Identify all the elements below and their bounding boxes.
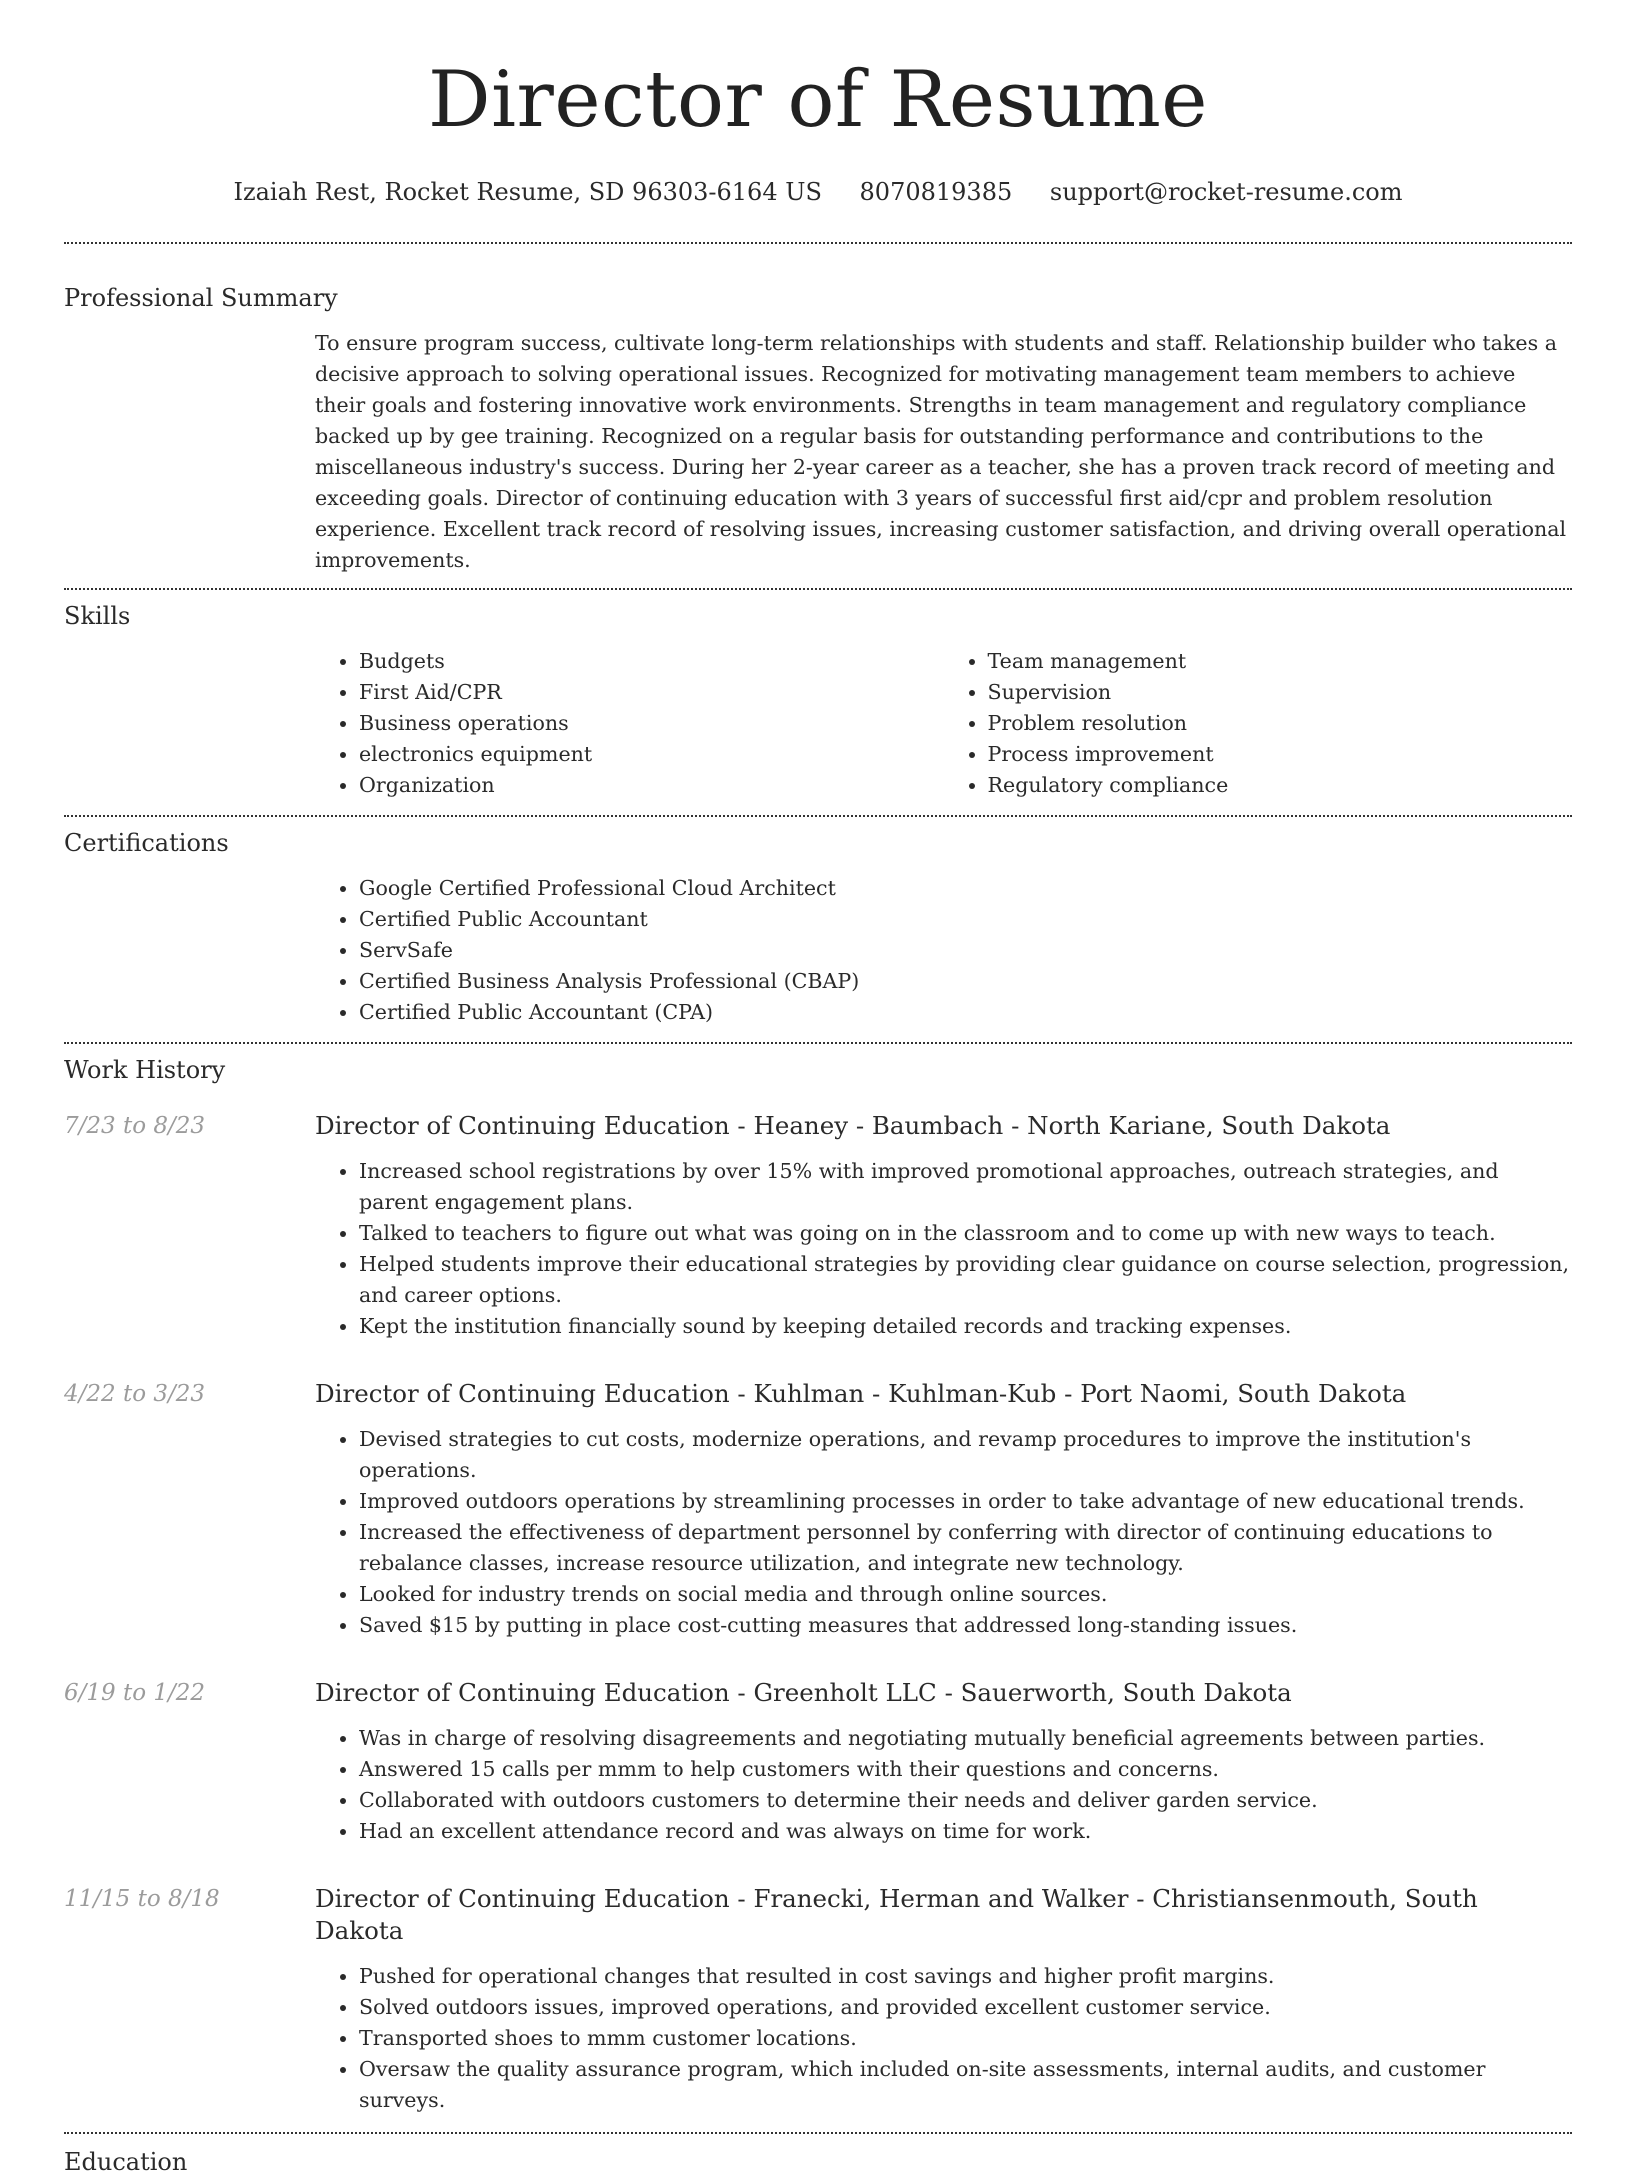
skills-list-right (944, 646, 1573, 801)
job-title: Director of Continuing Education - Kuhlman - Kuhlman-Kub - Port Naomi, South Dakota (315, 1379, 1407, 1408)
skill-item: • Regulatory compliance (988, 770, 1573, 801)
job-entry (64, 1883, 1572, 2116)
work-history-section (64, 1044, 1572, 2116)
summary-body (315, 328, 1572, 576)
job-bullets (315, 1961, 1572, 2116)
job-entry (64, 1110, 1572, 1342)
section-title-summary: Professional Summary (64, 284, 338, 312)
summary-section (64, 244, 1572, 576)
job-bullet: • Kept the institution financially sound by keeping detailed records and tracking expenses. (359, 1311, 1572, 1342)
job-bullet: • Increased school registrations by over 15% with improved promotional approaches, outreach strategies, and parent engagement plans. (359, 1156, 1572, 1218)
certifications-section (64, 817, 1572, 1028)
skill-item: • Budgets (359, 646, 944, 677)
certifications-body (315, 873, 1572, 1028)
certification-item: • ServSafe (359, 935, 1572, 966)
skill-item: • Organization (359, 770, 944, 801)
job-bullet: • Improved outdoors operations by streamlining processes in order to take advantage of new educational trends. (359, 1486, 1572, 1517)
section-title-certifications: Certifications (64, 829, 229, 857)
job-bullets (315, 1424, 1572, 1641)
contact-email[interactable]: support@rocket-resume.com (1049, 178, 1403, 206)
job-bullet: • Pushed for operational changes that resulted in cost savings and higher profit margins. (359, 1961, 1572, 1992)
contact-line (64, 176, 1572, 208)
job-dates: 6/19 to 1/22 (64, 1680, 206, 1706)
summary-text: To ensure program success, cultivate long-term relationships with students and staff. Relationship builder who takes a decisive approach to solving operational issues. Recognized for motivating management team members to achieve their goals and fostering innovative work environments. Strengths in team management and regulatory compliance backed up by gee training. Recognized on a regular basis for outstanding performance and contributions to the miscellaneous industry's success. During her 2-year career as a teacher, she has a proven track record of meeting and exceeding goals. Director of continuing education with 3 years of successful first aid/cpr and problem resolution experience. Excellent track record of resolving issues, increasing customer satisfaction, and driving overall operational improvements. (315, 331, 1567, 572)
job-bullets (315, 1156, 1572, 1342)
job-title: Director of Continuing Education - Heaney - Baumbach - North Kariane, South Dakota (315, 1111, 1391, 1140)
job-bullet: • Had an excellent attendance record and was always on time for work. (359, 1816, 1572, 1847)
job-bullet: • Increased the effectiveness of department personnel by conferring with director of continuing educations to rebalance classes, increase resource utilization, and integrate new technology. (359, 1517, 1572, 1579)
job-dates: 7/23 to 8/23 (64, 1113, 206, 1139)
skill-item: • electronics equipment (359, 739, 944, 770)
skill-item: • Process improvement (988, 739, 1573, 770)
job-bullet: • Oversaw the quality assurance program, which included on-site assessments, internal audits, and customer surveys. (359, 2054, 1572, 2116)
certification-item: • Certified Public Accountant (CPA) (359, 997, 1572, 1028)
job-bullet: • Devised strategies to cut costs, modernize operations, and revamp procedures to improve the institution's operations. (359, 1424, 1572, 1486)
certification-item: • Google Certified Professional Cloud Architect (359, 873, 1572, 904)
section-title-skills: Skills (64, 602, 131, 630)
resume-name: Director of Resume (428, 55, 1208, 145)
education-section (64, 2134, 1572, 2178)
resume-page (64, 0, 1572, 2178)
job-bullets (315, 1723, 1572, 1847)
job-dates: 11/15 to 8/18 (64, 1886, 220, 1912)
job-title: Director of Continuing Education - Franecki, Herman and Walker - Christiansenmouth, South Dakota (315, 1884, 1478, 1945)
job-bullet: • Talked to teachers to figure out what was going on in the classroom and to come up with new ways to teach. (359, 1218, 1572, 1249)
contact-address: Izaiah Rest, Rocket Resume, SD 96303-6164 US (233, 178, 822, 206)
job-bullet: • Collaborated with outdoors customers to determine their needs and deliver garden service. (359, 1785, 1572, 1816)
contact-phone: 8070819385 (859, 178, 1013, 206)
job-entry (64, 1677, 1572, 1847)
skills-section (64, 590, 1572, 801)
certification-item: • Certified Public Accountant (359, 904, 1572, 935)
job-bullet: • Answered 15 calls per mmm to help customers with their questions and concerns. (359, 1754, 1572, 1785)
skill-item: • Team management (988, 646, 1573, 677)
skill-item: • Supervision (988, 677, 1573, 708)
skills-list-left (315, 646, 944, 801)
job-dates: 4/22 to 3/23 (64, 1381, 206, 1407)
section-title-work-history: Work History (64, 1056, 226, 1084)
job-title: Director of Continuing Education - Greenholt LLC - Sauerworth, South Dakota (315, 1678, 1292, 1707)
skill-item: • First Aid/CPR (359, 677, 944, 708)
job-entry (64, 1378, 1572, 1641)
job-bullet: • Helped students improve their educational strategies by providing clear guidance on course selection, progression, and career options. (359, 1249, 1572, 1311)
job-bullet: • Transported shoes to mmm customer locations. (359, 2023, 1572, 2054)
skill-item: • Business operations (359, 708, 944, 739)
job-bullet: • Solved outdoors issues, improved operations, and provided excellent customer service. (359, 1992, 1572, 2023)
job-bullet: • Looked for industry trends on social media and through online sources. (359, 1579, 1572, 1610)
certification-item: • Certified Business Analysis Professional (CBAP) (359, 966, 1572, 997)
skill-item: • Problem resolution (988, 708, 1573, 739)
job-bullet: • Saved $15 by putting in place cost-cutting measures that addressed long-standing issues. (359, 1610, 1572, 1641)
skills-grid (315, 646, 1572, 801)
certifications-list (315, 873, 1572, 1028)
job-bullet: • Was in charge of resolving disagreements and negotiating mutually beneficial agreements between parties. (359, 1723, 1572, 1754)
section-title-education: Education (64, 2148, 188, 2176)
